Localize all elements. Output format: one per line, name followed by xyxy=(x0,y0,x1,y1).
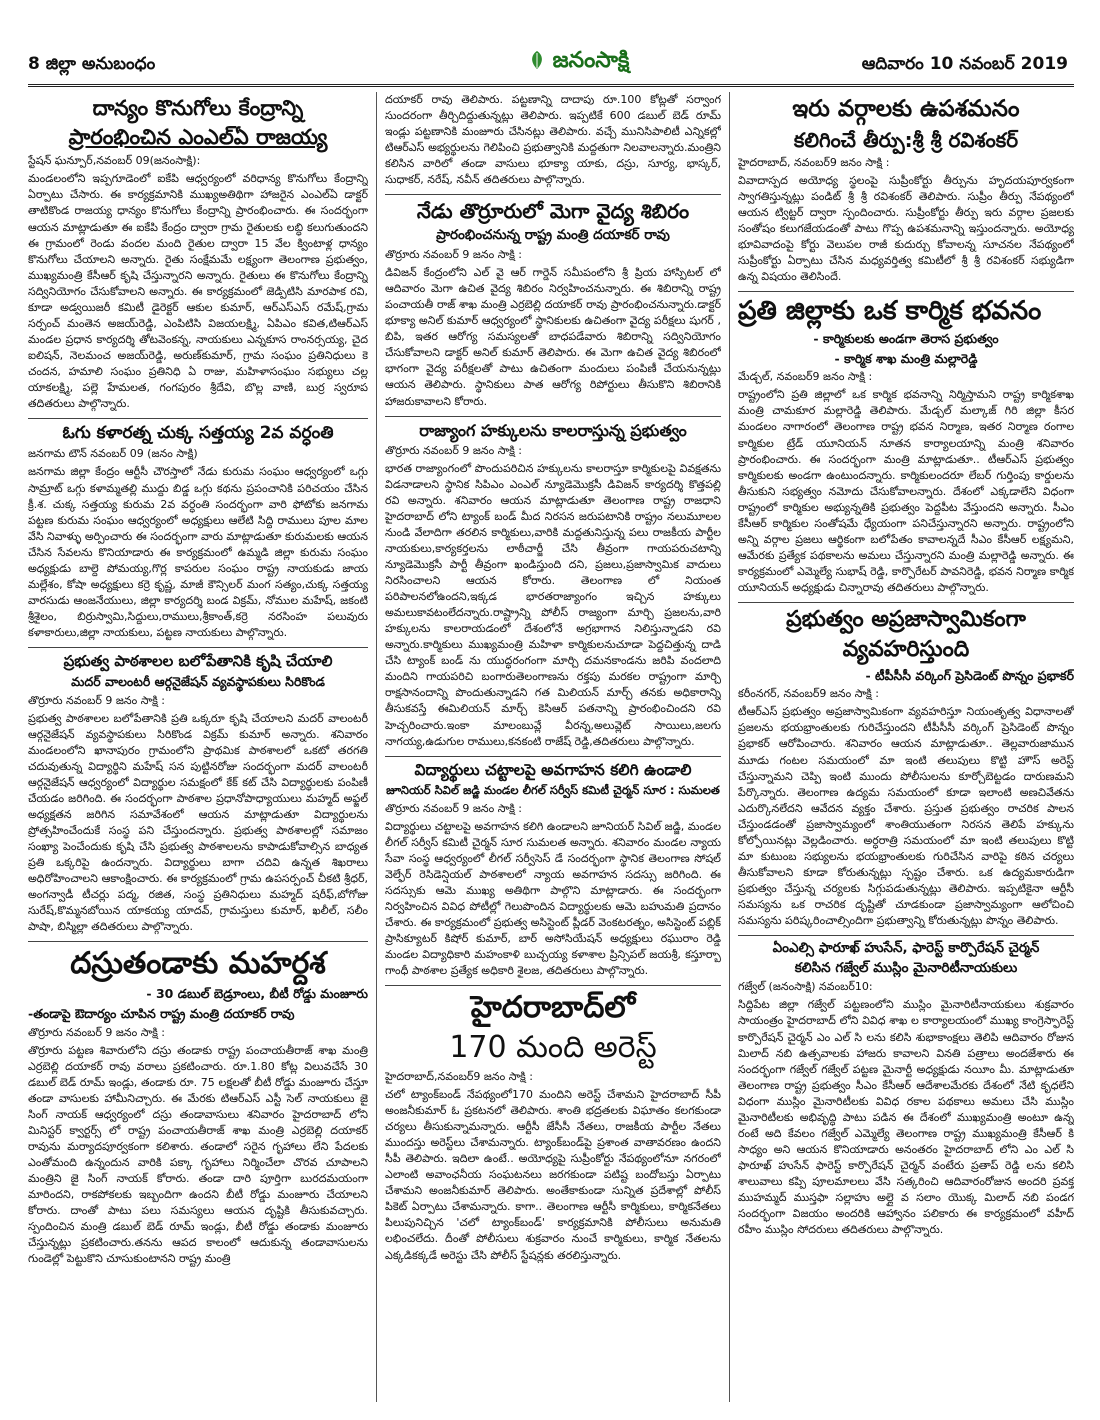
article-body: విద్యార్థులు చట్టాలపై అవగాహన కలిగి ఉండాలని జూనియర్ సివిల్ జడ్జి, మండల లీగల్ సర్వీస్ కమిటీ చైర్మన్ సూర సుమలత అన్నారు. శనివారం మండల న్యాయ సేవా సంస్థ ఆధ్వర్యంలో లీగల్ సర్వీసెస్ డే సందర్భంగా స్థానిక తెలంగాణ సోషల్ వెల్ఫేర్ రెసిడెన్షియల్ పాఠశాలలో న్యాయ అవగాహన సదస్సు జరిగింది. ఈ సదస్సుకు ఆమె ముఖ్య అతిథిగా పాల్గొని మాట్లాడారు. ఈ సందర్భంగా నిర్వహించిన వివిధ పోటీల్లో గెలుపొందిన విద్యార్థులకు ఆమె బహుమతి ప్రదానం చేశారు. ఈ కార్యక్రమంలో ప్రభుత్వ అసిస్టెంట్ ప్లీడర్ వెంకటరత్నం, అసిస్టెంట్ పబ్లిక్ ప్రాసిక్యూటర్ కిషోర్ కుమార్, బార్ అసోసియేషన్ అధ్యక్షులు రఘురాం రెడ్డి మండల విద్యాధికారి మహంకాళి బుచ్చయ్య కళాశాల ప్రిన్సిపల్ జయశ్రీ, కస్తూర్బా గాంధీ పాఠశాల ప్రత్యేక అధికారి శైలజ, తదితరులు పాల్గొన్నారు. xyxy=(385,819,721,977)
headline-line-2: కలిసిన గజ్వేల్ ముస్లిం మైనారిటీనాయకులు xyxy=(794,960,1018,977)
subheadline-2: -తండాపై ఔదార్యం చూపిన రాష్ట్ర మంత్రి దయాకర్ రావు xyxy=(28,1005,295,1021)
article-divider xyxy=(385,756,721,757)
dateline: కరీంనగర్, నవంబర్9 జనం సాక్షి : xyxy=(738,687,880,701)
column-3 xyxy=(738,92,1074,1402)
article-body: వివాదాస్పద అయోధ్య స్థలంపై సుప్రీంకోర్టు తీర్పును హృదయపూర్వకంగా స్వాగతిస్తున్నట్లు పండిట్ శ్రీ శ్రీ రవిశంకర్ తెలిపారు. సుప్రీం తీర్పు నేపథ్యంలో ఆయన ట్విట్టర్ ద్వారా స్పందించారు. సుప్రీంకోర్టు తీర్పు ఇరు వర్గాల ప్రజలకు సంతోషం కలుగజేయడంతో పాటు గొప్ప ఉపశమనాన్ని ఇస్తుందన్నారు. అయోధ్య భూవివాదంపై కోర్టు వెలుపల రాజీ కుదుర్చు కోవాలన్న సూచనల నేపథ్యంలో సుప్రీంకోర్టు ఏర్పాటు చేసిన మధ్యవర్తిత్వ కమిటీలో శ్రీ శ్రీ రవిశంకర్ సభ్యుడిగా ఉన్న విషయం తెలిసిందే. xyxy=(738,173,1074,283)
headline: ఏంఎల్సి ఫారూఖ్ హుసేన్, ఫారెస్ట్ కార్పొరేషన్ చైర్మన్ xyxy=(772,940,1040,957)
subheadline: ప్రారంభించనున్న రాష్ట్ర మంత్రి దయాకర్ రావు xyxy=(436,227,670,244)
article-dasru-thanda xyxy=(28,946,368,1267)
article-body: చలో ట్యాంక్‌బండ్ నేపథ్యంలో170 మందిని అరెస్ట్ చేశామని హైదరాబాద్ సీపీ అంజనీకుమార్ ఓ ప్రకటనలో తెలిపారు. శాంతి భద్రతలకు విఘాతం కలగకుండా చర్యలు తీసుకున్నామన్నారు. ఆర్టీసీ జేసీసీ నేతలు, రాజకీయ పార్టీల నేతలు ముందస్తు అరెస్ట్‌లు చేశామన్నారు. ట్యాంక్‌బండ్‌పై ప్రశాంత వాతావరణం ఉందని సీపీ తెలిపారు. ఇదిలా ఉంటే.. అయోధ్యపై సుప్రీంకోర్టు నేపథ్యంలోనూ నగరంలో ఎలాంటి అవాంఛనీయ సంఘటనలు జరగకుండా పటిష్ట బందోబస్తు ఏర్పాటు చేశామని అంజనీకుమార్ తెలిపారు. అంతేకాకుండా సున్నిత ప్రదేశాల్లో పోలీస్ పికెట్ ఏర్పాటు చేశామన్నారు. కాగా.. తెలంగాణ ఆర్టీసీ కార్మికులు, కార్మికనేతలు పిలుపునిచ్చిన 'చలో ట్యాంక్‌బండ్' కార్యక్రమానికి పోలీసులు అనుమతి లభించలేదు. దీంతో పోలీసులు శుక్రవారం నుంచే కార్మికులు, కార్మిక నేతలను ఎక్కడికక్కడే అరెస్టు చేసి పోలీస్ స్టేషన్లకు తరలిస్తున్నారు. xyxy=(385,1088,721,1262)
subheadline: - కార్మికులకు అండగా తెరాస ప్రభుత్వం xyxy=(813,331,999,347)
column-divider xyxy=(376,92,377,1402)
column-1 xyxy=(28,92,368,1402)
article-body: భారత రాజ్యాంగంలో పొందుపరిచిన హక్కులను కాలరాస్తూ కార్మికులపై వివక్షతను విడనాడాలని స్థానిక సిపిఎం ఎంఎల్ న్యూడెమొక్రసీ డివిజన్ కార్యదర్శి కొత్తపల్లి రవి అన్నారు. శనివారం ఆయన మాట్లాడుతూ తెలంగాణ రాష్ట్ర రాజధాని హైదరాబాద్ లోని ట్యాంక్ బండ్ మీద నిరసన జరుపటానికి రాష్ట్రం నలుమూలల నుండి వేలాదిగా తరలిన కార్మికులు,వారికి మద్దతునిస్తున్న పలు రాజకీయ పార్టీల నాయకులు,కార్యకర్తలను లాఠీచార్జీ చేసి తీవ్రంగా గాయపరుచటాన్ని న్యూడెమొక్రసీ పార్టీ తీవ్రంగా ఖండిస్తుంది దని, ప్రజలు,ప్రజాస్వామిక వాదులు నిరసించాలని ఆయన కోరారు. తెలంగాణ లో నియంత పరిపాలనలోఉందని,ఇక్కడ భారతరాజ్యాంగం ఇచ్చిన హక్కులు అమలుకావటంలేదన్నారు.రాష్ట్రాన్ని పోలీస్ రాజ్యంగా మార్చి ప్రజలను,వారి హక్కులను కాలరాయడంలో దేశంలోనే అగ్రభాగాన నిలిస్తున్నాడని రవి అన్నారు.కార్మికులు ముఖ్యమంత్రి మహిళా కార్మికులనుచూడా పెద్దచిత్తున్న దాడి చేసి ట్యాంక్ బండ్ ను యుద్ధరంగంగా మార్చి దమనకాండను జరిపి వందలాది మందిని గాయపరిచి బంగారుతెలంగాణను రక్తపు మరకల రాష్ట్రంగా మార్చి రాక్షసానందాన్ని పొందుతున్నాడని గత మిలియన్ మార్చ్ తనకు అధికారాన్ని తీసుకవస్తే ఈమిలియన్ మార్చ్ కెసిఆర్ పతనాన్ని ప్రారంభించిందని రవి హెచ్చరించారు.ఇంకా మాలంబువ్లే వీరన్న,అలువ్లెట్ సాయిలు,జలగు నాగయ్య,ఉడుగుల రాములు,కనకంటి రాజేష్ రెడ్డి,తదితరులు పాల్గొన్నారు. xyxy=(385,461,721,748)
dateline: తొర్రూరు నవంబర్ 9 జనం సాక్షి : xyxy=(28,1025,166,1039)
headline: ఇరు వర్గాలకు ఉపశమనం xyxy=(792,96,1020,122)
article-constitution-rights xyxy=(385,421,721,750)
header-rule xyxy=(28,84,1074,87)
article-body: మండలంలోని ఇప్పగూడెంలో ఐకేపి ఆధ్వర్యంలో వరిధాన్య కొనుగోలు కేంద్రాన్ని ఏర్పాటు చేసారు. ఈ కార్యక్రమానికి ముఖ్యఅతిథిగా హాజరైన ఎంఎల్ఏ డాక్టర్ తాటికొండ రాజయ్య ధాన్యం కొనుగోలు కేంద్రాన్ని ప్రారంభించారు. ఈ సందర్భంగా ఆయన మాట్లాడుతూ ఈ ఐకేపి కేంద్రం ద్వారా గ్రామ రైతులకు లబ్ధి కలుగుతుందని ఈ గ్రామంలో రెండు వందల మంది రైతుల ద్వారా 15 వేల క్వింటాళ్ల ధాన్యం కొనుగోలు చేయాలని అన్నారు. రైతు సంక్షేమమే లక్ష్యంగా తెలంగాణ ప్రభుత్వం, ముఖ్యమంత్రి కేసీఆర్ కృషి చేస్తున్నారని అన్నారు. రైతులు ఈ కొనుగోలు కేంద్రాన్ని సద్వినియోగం చేసుకోవాలని అన్నారు. ఈ కార్యక్రమంలో జెడ్పిటిసి మారపాక రవి, కూడా అడ్వయిజరీ కమిటీ డైరెక్టర్ ఆకుల కుమార్, ఆర్ఎస్ఎస్ రమేష్,గ్రామ సర్పంచ్ మంతెన అజయ్‌రెడ్డి, ఎంపిటిసి విజయలక్ష్మి, ఏపిఎం కవిత,టిఆర్ఎస్ మండల ప్రధాన కార్యదర్శి తోటవెంకన్న, నాయకులు ఎన్నకూస రాంనర్సయ్య, చైద ఐలిషన్, నెలమంచ అజయ్‌రెడ్డి, అరుణ్‌కుమార్, గ్రామ సంఘం ప్రతినిధులు కె చందన, హమాలి సంఘం ప్రతినిధి ఏ రాజు, మహిళాసంఘం సభ్యులు చల్ల యాకలక్ష్మి, పల్లె హేమలత, గంగపురం శ్రీదేవి, బొల్ల వాణి, బుర్ర స్వరూప తదితరులు పాల్గొన్నారు. xyxy=(28,172,368,411)
subheadline: మదర్ వాలంటరీ ఆర్గనైజేషన్ వ్యవస్థాపకులు సిరికొండ xyxy=(71,673,325,689)
headline: విద్యార్థులు చట్టాలపై అవగాహన కలిగి ఉండాలి xyxy=(414,760,692,779)
subheadline-2: - కార్మిక శాఖ మంత్రి మల్లారెడ్డి xyxy=(834,350,978,366)
article-body: తొర్రూరు పట్టణ శివారులోని దస్రు తండాకు రాష్ట్ర పంచాయతీరాజ్ శాఖ మంత్రి ఎర్రబెల్లి దయాకర్ రావు వరాలు ప్రకటించారు. రూ.1.80 కోట్ల విలువచేసే 30 డబుల్ బెడ్ రూమ్ ఇండ్లు, తండాకు రూ. 75 లక్షలతో బీటీ రోడ్డు మంజూరు చేస్తూ తండా వాసులకు హామీనిచ్చారు. ఈ మేరకు టిఆర్ఎస్ ఎస్టీ సెల్ నాయకులు జై సింగ్ నాయక్ ఆధ్వర్యంలో దస్రు తండావాసులు శనివారం హైదరాబాద్ లోని మినిస్టర్ క్వార్టర్స్ లో రాష్ట్ర పంచాయతీరాజ్ శాఖ మంత్రి ఎర్రబెల్లి దయాకర్ రావును మర్యాదపూర్వకంగా కలిశారు. తండాలో సరైన గృహాలు లేని పేదలకు ఎంతోమంది ఉన్నందున వారికి పక్కా గృహాలు నిర్మించేలా చొరవ చూపాలని మంత్రిని జై సింగ్ నాయక్ కోరారు. తండా దారి పూర్తిగా బురదమయంగా మారిందని, రాకపోకలకు ఇబ్బందిగా ఉందని బీటీ రోడ్డు మంజూరు చేయాలని కోరారు. దాంతో పాటు పలు సమస్యలు ఆయన దృష్టికి తీసుకువచ్చారు. స్పందించిన మంత్రి డబుల్ బెడ్ రూమ్ ఇండ్లు, బీటీ రోడ్డు తండాకు మంజూరు చేస్తున్నట్లు ప్రకటించారు.తనను ఆపద కాలంలో ఆదుకున్న తండావాసులను గుండెల్లో పెట్టుకొని చూసుకుంటానని రాష్ట్ర మంత్రి xyxy=(28,1043,368,1266)
article-body: ప్రభుత్వ పాఠశాలల బలోపేతానికి ప్రతి ఒక్కరూ కృషి చేయాలని మదర్ వాలంటరీ ఆర్గనైజేషన్ వ్యవస్థాపకులు సిరికొండ విక్రమ్ కుమార్ అన్నారు. శనివారం మండలంలోని ఖానాపురం గ్రామంలోని ప్రాథమిక పాఠశాలలో ఒకటో తరగతి చదువుతున్న విద్యార్థిని మహేష్ సన పుట్టినరోజు సందర్భంగా మదర్ వాలంటరీ ఆర్గనైజేషన్ ఆధ్వర్యంలో విద్యార్థుల సమక్షంలో కేక్ కట్ చేసి విద్యార్థులకు పంపిణీ చేయడం జరిగింది. ఈ సందర్భంగా పాఠశాల ప్రధానోపాధ్యాయులు మహ్మద్ అఫ్జల్ అధ్యక్షతన జరిగిన సమావేశంలో ఆయన మాట్లాడుతూ విద్యార్థులను ప్రోత్సహించేందుకే సంస్థ పని చేస్తుందన్నారు. ప్రభుత్వ పాఠశాలల్లో సమాజం సంఖ్యా పెంచేందుకు కృషి చేసి ప్రభుత్వ పాఠశాలలను కాపాడుకోవాల్సిన బాధ్యత ప్రతి ఒక్కరిపై ఉందన్నారు. విద్యార్థులు బాగా చదివి ఉన్నత శిఖరాలు అధిరోహించాలని ఆకాంక్షించారు. ఈ కార్యక్రమంలో గ్రామ ఉపసర్పంచ్ చీకటి శ్రీధర్, అంగన్వాడీ టీచర్లు పద్మ, రజిత, సంస్థ ప్రతినిధులు మహ్మద్ షరీఫ్,బోగోజు సురేష్,కొమ్మనబోయిన యాకయ్య యాదవ్, గ్రామస్తులు కుమార్, ఖలీల్, సలీం పాషా, బిస్మిల్లా తదితరులు పాల్గొన్నారు. xyxy=(28,711,368,934)
article-body: సిద్దిపేట జిల్లా గజ్వేల్ పట్టణంలోని ముస్లిం మైనారిటీనాయకులు శుక్రవారం సాయంత్రం హైదరాబాద్ లోని వివిధ శాఖ ల కార్యాలయంలో ముఖ్య కాంగ్రెస్ఫారెస్ట్ కార్పొరేషన్ చైర్మన్ ఎం ఎల్ సి లను కలిసి శుభాకాంక్షలు తెలిపి ఆదివారం రోజున మిలాద్ నబి ఉత్సవాలకు హాజరు కావాలని వినతి పత్రాలు అందజేశారు ఈ సందర్భంగా గజ్వేల్ గజ్వేల్ పట్టణ మైనార్టీ అధ్యక్షుడు నయీం మీ. మాట్లాడుతూ తెలంగాణ రాష్ట్ర ప్రభుత్వం సీఎం కేసీఆర్ ఆదేశాలమేరకు దేశంలో నేటి కృధలేని విధంగా ముస్లిం మైనారిటీలకు వివిధ రకాల పథకాలు అమలు చేసి ముస్లిం మైనారిటీలకు అభివృద్ధి పాటు పడిన ఈ దేశంలో ముఖ్యమంత్రి అంటూ ఉన్న రంటే అది కేవలం గజ్వేల్ ఎమ్మెల్యే తెలంగాణ రాష్ట్ర ముఖ్యమంత్రి కేసీఆర్ కి సాధ్యం అని ఆయన కొనియాడారు అనంతరం హైదరాబాద్ లోని ఎం ఎల్ సి ఫారూఖ్ హుసేన్ ఫారెస్ట్ కార్పొరేషన్ చైర్మన్ వంటేరు ప్రతాప్ రెడ్డి లను కలిసి శాలువాలు కప్పి పూలమాలలు వేసి సత్కరించి ఆదివారంరోజున అందరి ప్రవక్త ముహమ్మద్ ముస్తఫా సల్లాహు అల్లై వ సలాం యొక్క మిలాద్ నబి పండగ సందర్భంగా విజయం అందరికి ఆహ్వానం పలికారు ఈ కార్యక్రమంలో వహీద్ రహీం ముస్లిం సోదరులు తదితరులు పాల్గొన్నారు. xyxy=(738,998,1074,1237)
subheadline: - టీపీసీసీ వర్కింగ్ ప్రెసిడెంట్ పొన్నం ప్రభాకర్ xyxy=(865,667,1074,683)
headline-line-2: 170 మంది అరెస్ట్ xyxy=(449,1030,657,1066)
page-section-label: 8 జిల్లా అనుబంధం xyxy=(28,54,156,74)
article-body: టీఆర్ఎస్ ప్రభుత్వం అప్రజాస్వామికంగా వ్యవహరిస్తూ నియంతృత్వ విధానాలతో ప్రజలను భయభ్రాంతులకు గురిచేస్తుందని టీపీసీసీ వర్కింగ్ ప్రెసిడెంట్ పొన్నం ప్రభాకర్ ఆరోపించారు. శనివారం ఆయన మాట్లాడుతూ.. తెల్లవారుజామున మూడు గంటల సమయంలో మా ఇంటి తలుపులు కొట్టి హౌస్ అరెస్ట్ చేస్తున్నామని చెప్పి ఇంటి ముందు పోలీసులను కూర్చోబెట్టడం దారుణమని పేర్కొన్నారు. తెలంగాణ ఉద్యమ సమయంలో కూడా ఇలాంటి అణచివేతను ఎదుర్కొనలేదని ఆవేదన వ్యక్తం చేశారు. ప్రస్తుత ప్రభుత్వం రాచరిక పాలన చేస్తుండడంతో ప్రజాస్వామ్యంలో శాంతియుతంగా నిరసన తెలిపే హక్కును కోల్పోయినట్లు వెల్లడించారు. అర్ధరాత్రి సమయంలో మా ఇంటి తలుపులు కొట్టి మా కుటుంబ సభ్యులను భయభ్రాంతులకు గురిచేసిన వారిపై కఠిన చర్యలు తీసుకోవాలని కూడా కోరుతున్నట్లు స్పష్టం చేశారు. ఒక ఉద్యమకారుడిగా ప్రభుత్వం చేస్తున్న చర్యలకు సిగ్గుపడుతున్నట్లు తెలిపారు. ఇప్పటికైనా ఆర్టీసీ సమస్యను ఒక రాచరిక దృష్టితో చూడకుండా ప్రజాస్వామ్యంగా ఆలోచించి సమస్యను పరిష్కరించాల్సిందిగా ప్రభుత్వాన్ని కోరుతున్నట్లు పొన్నం తెలిపారు. xyxy=(738,705,1074,927)
masthead xyxy=(478,48,678,82)
headline-line-2: ప్రారంభించిన ఎంఎల్ఏ రాజయ్య xyxy=(68,125,328,150)
article-divider xyxy=(28,647,368,648)
headline: దస్రుతండాకు మహర్దశ xyxy=(70,946,326,982)
dateline: తొర్రూరు నవంబర్ 9 జనం సాక్షి : xyxy=(385,801,523,815)
article-divider xyxy=(28,941,368,942)
headline: హైదరాబాద్‌లో xyxy=(470,990,636,1026)
page-date: ఆదివారం 10 నవంబర్ 2019 xyxy=(861,54,1068,74)
article-oggu-kala xyxy=(28,423,368,641)
article-divider xyxy=(28,418,368,419)
article-continuation: దయాకర్ రావు తెలిపారు. పట్టణాన్ని దాదాపు రూ.100 కోట్లతో సర్వాంగ సుందరంగా తీర్చిదిద్దుతున్నట్లు తెలిపారు. ఇప్పటికే 600 డబుల్ బెడ్ రూమ్ ఇండ్లు పట్టణానికి మంజూరు చేసినట్లు తెలిపారు. వచ్చే మునిసిపాలిటీ ఎన్నికల్లో టిఆర్ఎస్ అభ్యర్థులను గెలిపించి ప్రభుత్వానికి మద్దతుగా నిలవాలన్నారు.మంత్రిని కలిసిన వారిలో తండా వాసులు భూక్యా యాకు, దస్రు, సూర్య, భాస్కర్, సుధాకర్, నరేష్, నవీన్ తదితరులు పాల్గొన్నారు. xyxy=(385,93,721,187)
dateline: తొర్రూరు నవంబర్ 9 జనం సాక్షి : xyxy=(385,248,523,262)
article-legal-awareness xyxy=(385,761,721,979)
column-2 xyxy=(385,92,721,1402)
dateline: హైదరాబాద్,నవంబర్9 జనం సాక్షి : xyxy=(385,1070,534,1084)
dateline: తొర్రూరు నవంబర్ 9 జనం సాక్షి : xyxy=(28,693,166,707)
article-govt-schools xyxy=(28,652,368,935)
headline-line-2: వ్యవహరిస్తుంది xyxy=(842,637,970,663)
headline: ప్రభుత్వ పాఠశాలల బలోపేతానికి కృషి చేయాలి xyxy=(63,651,333,670)
dateline: జనగామ టౌన్ నవంబర్ 09 (జనం సాక్షి) xyxy=(28,447,198,461)
dateline: గజ్వేల్ (జనంసాక్షి) నవంబర్10: xyxy=(738,980,873,994)
subheadline: జూనియర్ సివిల్ జడ్జి మండల లీగల్ సర్వీస్ కమిటీ చైర్మన్ సూర : సుమలత xyxy=(386,783,720,798)
headline: ప్రతి జిల్లాకు ఒక కార్మిక భవనం xyxy=(738,295,1042,326)
article-undemocratic-govt xyxy=(738,607,1074,929)
article-divider xyxy=(385,416,721,417)
article-divider xyxy=(738,935,1074,936)
article-labour-bhavan xyxy=(738,296,1074,596)
dateline: మేడ్చల్, నవంబర్9 జనం సాక్షి : xyxy=(738,370,873,384)
headline: నేడు తొర్రూరులో మెగా వైద్య శిబిరం xyxy=(416,199,690,224)
subheadline: - 30 డబుల్ బెడ్రూంలు, బీటీ రోడ్డు మంజూరు xyxy=(146,986,368,1002)
article-grain-centre xyxy=(28,96,368,412)
dateline: స్టేషన్ ఘన్పూర్,నవంబర్ 09(జనంసాక్షి): xyxy=(28,154,201,168)
article-ravishankar xyxy=(738,96,1074,285)
headline-line-2: కలిగించే తీర్పు:శ్రీ శ్రీ రవిశంకర్ xyxy=(793,127,1019,152)
article-body: రాష్ట్రంలోని ప్రతి జిల్లాలో ఒక కార్మిక భవనాన్ని నిర్మిస్తామని రాష్ట్ర కార్మికశాఖ మంత్రి చామకూర మల్లారెడ్డి తెలిపారు. మేడ్చల్ మల్కాజ్ గిరి జిల్లా కీసర మండలం నాగారంలో తెలంగాణ రాష్ట్ర భవన నిర్మాణ, ఇతర నిర్మాణ రంగాల కార్మికుల ట్రేడ్ యూనియన్ నూతన కార్యాలయాన్ని మంత్రి శనివారం ప్రారంభించారు. ఈ సందర్భంగా మంత్రి మాట్లాడుతూ.. టీఆర్ఎస్ ప్రభుత్వం కార్మికులకు అండగా ఉంటుందన్నారు. కార్మికులందరూ లేబర్ గుర్తింపు కార్డులను తీసుకుని సభ్యత్వం నమోదు చేసుకోవాలన్నారు. దేశంలో ఎక్కడాలేని విధంగా రాష్ట్రంలో కార్మికుల అభ్యున్నతికి ప్రభుత్వం పెద్దపీట వేస్తుందని అన్నారు. సీఎం కేసీఆర్ కార్మికుల సంతోషమే ధ్యేయంగా పనిచేస్తున్నారని అన్నారు. రాష్ట్రంలోని అన్ని వర్గాల ప్రజలు ఆర్థికంగా బలోపేతం కావాలన్నదే సీఎం కేసీఆర్ లక్ష్యమని, ఆమేరకు ప్రత్యేక పథకాలను అమలు చేస్తున్నారని మంత్రి మల్లారెడ్డి అన్నారు. ఈ కార్యక్రమంలో ఎమ్మెల్యే సుభాష్ రెడ్డి, కార్పొరేటర్ పావనిరెడ్డి, భవన నిర్మాణ కార్మిక యూనియన్ అధ్యక్షుడు చిన్నారావు తదితరులు పాల్గొన్నారు. xyxy=(738,388,1074,594)
dateline: తొర్రూరు నవంబర్ 9 జనం సాక్షి : xyxy=(385,443,523,457)
headline: ప్రభుత్వం అప్రజాస్వామికంగా xyxy=(786,606,1026,632)
headline: రాజ్యాంగ హక్కులను కాలరాస్తున్న ప్రభుత్వం xyxy=(419,420,687,440)
article-divider xyxy=(385,985,721,986)
article-body: జనగామ జిల్లా కేంద్రం ఆర్టీసీ చౌరస్తాలో నేడు కురుమ సంఘం ఆధ్వర్యంలో ఒగ్గు సామ్రాట్ ఒగ్గు కళామ్మతల్లి ముద్దు బిడ్డ ఒగ్గు కథను ప్రపంచానికి పరిచయం చేసిన క్రీ.శ. చుక్క సత్తయ్య కురుమ 2వ వర్ధంతి సందర్భంగా వారి ఫోటోకు జనగామ పట్టణ కురుమ సంఘం ఆధ్వర్యంలో అధ్యక్షులు ఆలేటి సిద్ది రాములు పూల మాల వేసి నివాళ్ళు అర్పించారు ఈ సందర్భంగా వారు మాట్లాడుతూ కురుమలకు ఆయన చేసిన సేవలను కొనియాడారు ఈ కార్యక్రమంలో ఉమ్మడి జిల్లా కురుమ సంఘం అధ్యక్షుడు బాల్దె పోమయ్య,గొర్ల కాపరుల సంఘం రాష్ట్ర నాయకుడు జాయ మల్లేశం, కోషా అధ్యక్షులు కర్రె కృష్ణ, మాజీ కౌన్సిలర్ మంగ సత్యం,చుక్క సత్తయ్య వారసుడు ఆంజనేయులు, జిల్లా కార్యదర్శి బండ విక్రమ్, నోముల మహేష్, జకంటి శ్రీశైలం, బిర్రుస్వామి,సిద్దులు,రాములు,శ్రీకాంత్,కర్రె నరసింహ పలువురు కళాకారులు,జిల్లా నాయకులు, పట్టణ నాయకులు పాల్గొన్నారు. xyxy=(28,465,368,639)
article-hyderabad-arrests xyxy=(385,990,721,1264)
headline: దాన్యం కొనుగోలు కేంద్రాన్ని xyxy=(92,96,304,120)
leaf-logo-icon xyxy=(527,50,547,70)
dateline: హైదరాబాద్, నవంబర్9 జనం సాక్షి : xyxy=(738,155,890,169)
article-divider xyxy=(738,602,1074,603)
masthead-title: జనంసాక్షి xyxy=(552,48,630,73)
article-body: డివిజన్ కేంద్రంలోని ఎల్ వై ఆర్ గార్డెన్ సమీపంలోని శ్రీ ప్రియ హాస్పిటల్ లో ఆదివారం మెగా ఉచిత వైద్య శిబిరం నిర్వహించనున్నారు. ఈ శిబిరాన్ని రాష్ట్ర పంచాయతీ రాజ్ శాఖ మంత్రి ఎర్రబెల్లి దయాకర్ రావు ప్రారంభించనున్నారు.డాక్టర్ భూక్యా అనిల్ కుమార్ ఆధ్వర్యంలో స్థానికులకు ఉచితంగా వైద్య పరీక్షలు షుగర్ , బిపి, ఇతర ఆరోగ్య సమస్యలతో బాధపడేవారు శిబిరాన్ని సద్వినియోగం చేసుకోవాలని డాక్టర్ అనిల్ కుమార్ తెలిపారు. ఈ మెగా ఉచిత వైద్య శిబిరంలో భాగంగా వైద్య పరీక్షలతో పాటు ఉచితంగా మందులు పంపిణీ చేయనున్నట్లు ఆయన తెలిపారు. స్థానికులు పాత ఆరోగ్య రిపోర్టులు తీసుకొని శిబిరానికి హాజరుకావాలని కోరారు. xyxy=(385,266,721,408)
page-header xyxy=(28,48,1074,84)
article-divider xyxy=(738,291,1074,292)
column-divider xyxy=(729,92,730,1402)
article-divider xyxy=(385,194,721,195)
article-minority-leaders xyxy=(738,940,1074,1238)
article-medical-camp xyxy=(385,199,721,409)
headline: ఓగు కళారత్న చుక్క సత్తయ్య 2వ వర్ధంతి xyxy=(62,423,334,444)
